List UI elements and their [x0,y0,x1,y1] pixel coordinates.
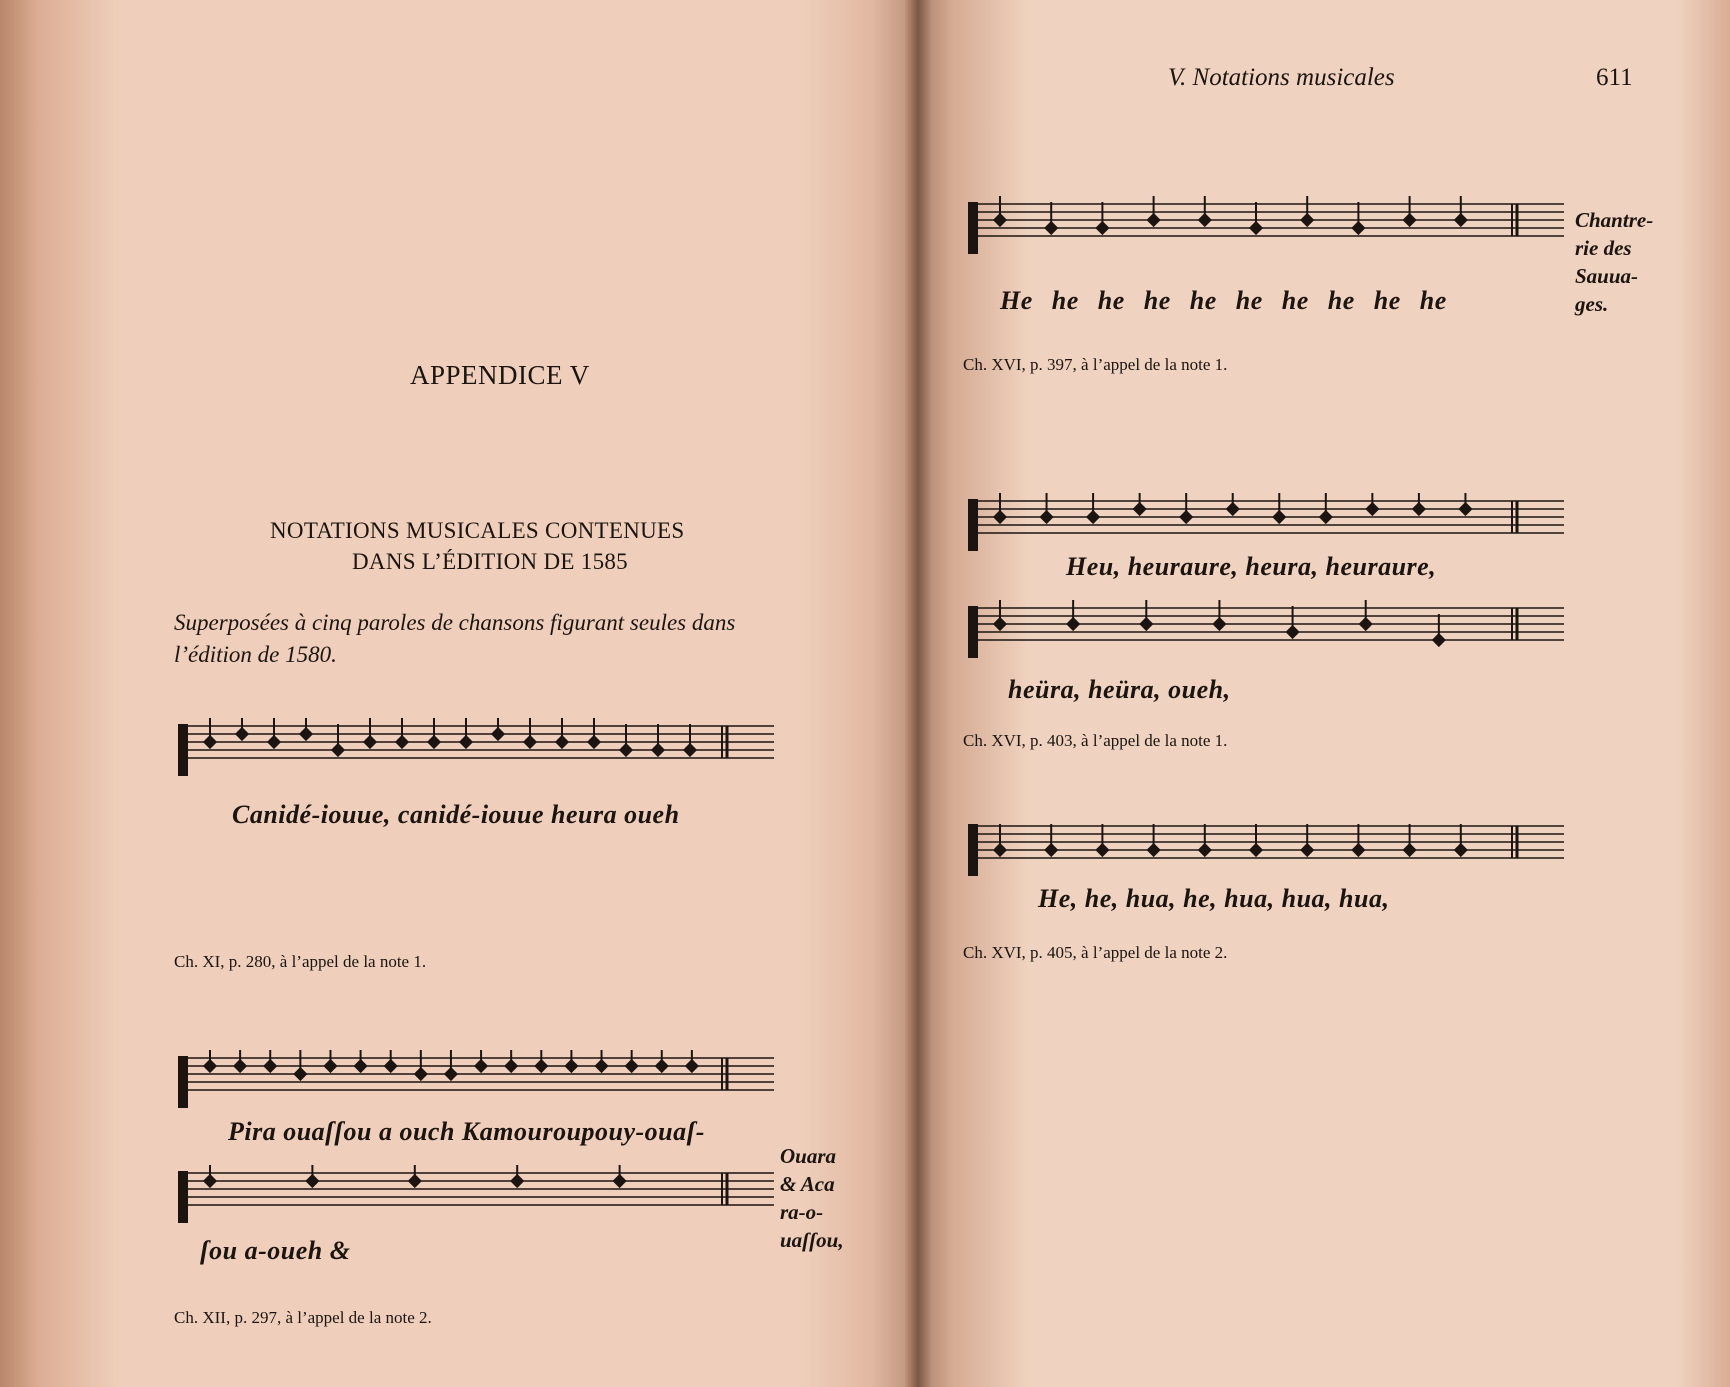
clef-mark [178,1056,188,1108]
music-note [504,1050,518,1073]
music-note [1249,824,1263,857]
music-note [1286,606,1300,639]
music-note [1133,493,1147,516]
running-header-title: V. Notations musicales [1168,64,1395,91]
intro-line2: l’édition de 1580. [174,642,337,667]
clef-mark [968,499,978,551]
appendix-title: APPENDICE V [410,360,590,390]
music-note [651,724,665,757]
music-note [1412,493,1426,516]
music-note [1454,824,1468,857]
music-note [299,718,313,741]
song4-lyrics-line2: heüra, heüra, oueh, [1008,675,1231,704]
music-staff-7 [966,818,1568,888]
clef-mark [968,824,978,876]
music-note [683,724,697,757]
music-note [1403,824,1417,857]
song5-caption: Ch. XVI, p. 405, à l’appel de la note 2. [963,943,1228,962]
music-note [655,1050,669,1073]
clef-mark [178,1171,188,1223]
music-staff-4 [966,196,1568,270]
song4-lyrics-line1: Heu, heuraure, heura, heuraure, [1066,552,1437,581]
music-note [235,718,249,741]
music-note [1095,824,1109,857]
intro-line1: Superposées à cinq paroles de chansons figurant seules dans [174,610,736,635]
song5-lyrics: He, he, hua, he, hua, hua, hua, [1038,884,1390,913]
clef-mark [968,606,978,658]
clef-mark [968,202,978,254]
music-note [354,1050,368,1073]
music-note [1044,824,1058,857]
music-staff-6 [966,600,1568,670]
song2-lyrics-line1: Pira ouaſſou a ouch Kamouroupouy-ouaſ- [228,1117,705,1146]
music-staff-3 [176,1165,778,1225]
music-note [203,1050,217,1073]
song3-caption: Ch. XVI, p. 397, à l’appel de la note 1. [963,355,1228,374]
music-note [384,1050,398,1073]
song2-lyrics-line2: ſou a-oueh & [200,1236,351,1265]
music-note [1095,202,1109,235]
music-note [685,1050,699,1073]
music-note [1198,824,1212,857]
music-note [233,1050,247,1073]
music-note [1226,493,1240,516]
music-note [1351,202,1365,235]
song2-caption: Ch. XII, p. 297, à l’appel de la note 2. [174,1308,432,1327]
music-note [1300,824,1314,857]
music-note [625,1050,639,1073]
song3-lyrics: He he he he he he he he he he [1000,286,1447,315]
song3-side-lyrics: Chantre- rie des Sauua- ges. [1575,208,1654,316]
music-note [474,1050,488,1073]
music-staff-2 [176,1050,778,1110]
music-note [1249,202,1263,235]
music-note [263,1050,277,1073]
music-note [1147,824,1161,857]
music-note [491,718,505,741]
music-note [1365,493,1379,516]
music-note [203,1165,217,1188]
music-note [510,1165,524,1188]
page-number: 611 [1596,64,1633,91]
book-gutter [905,0,931,1387]
music-note [619,724,633,757]
song1-caption: Ch. XI, p. 280, à l’appel de la note 1. [174,952,427,971]
music-note [305,1165,319,1188]
music-note [993,824,1007,857]
appendix-subtitle-line1: NOTATIONS MUSICALES CONTENUES [270,518,685,543]
song4-caption: Ch. XVI, p. 403, à l’appel de la note 1. [963,731,1228,750]
music-note [323,1050,337,1073]
song2-side-lyrics: Ouara & Aca ra-o- uaſſou, [780,1144,844,1252]
appendix-subtitle-line2: DANS L’ÉDITION DE 1585 [352,549,628,574]
music-note [408,1165,422,1188]
clef-mark [178,724,188,776]
music-note [1044,202,1058,235]
song1-lyrics: Canidé-iouue, canidé-iouue heura oueh [232,800,680,829]
music-note [613,1165,627,1188]
music-note [594,1050,608,1073]
music-note [331,724,345,757]
music-note [1458,493,1472,516]
music-staff-1 [176,718,778,778]
music-note [534,1050,548,1073]
music-note [1432,614,1446,647]
music-note [1351,824,1365,857]
music-note [564,1050,578,1073]
